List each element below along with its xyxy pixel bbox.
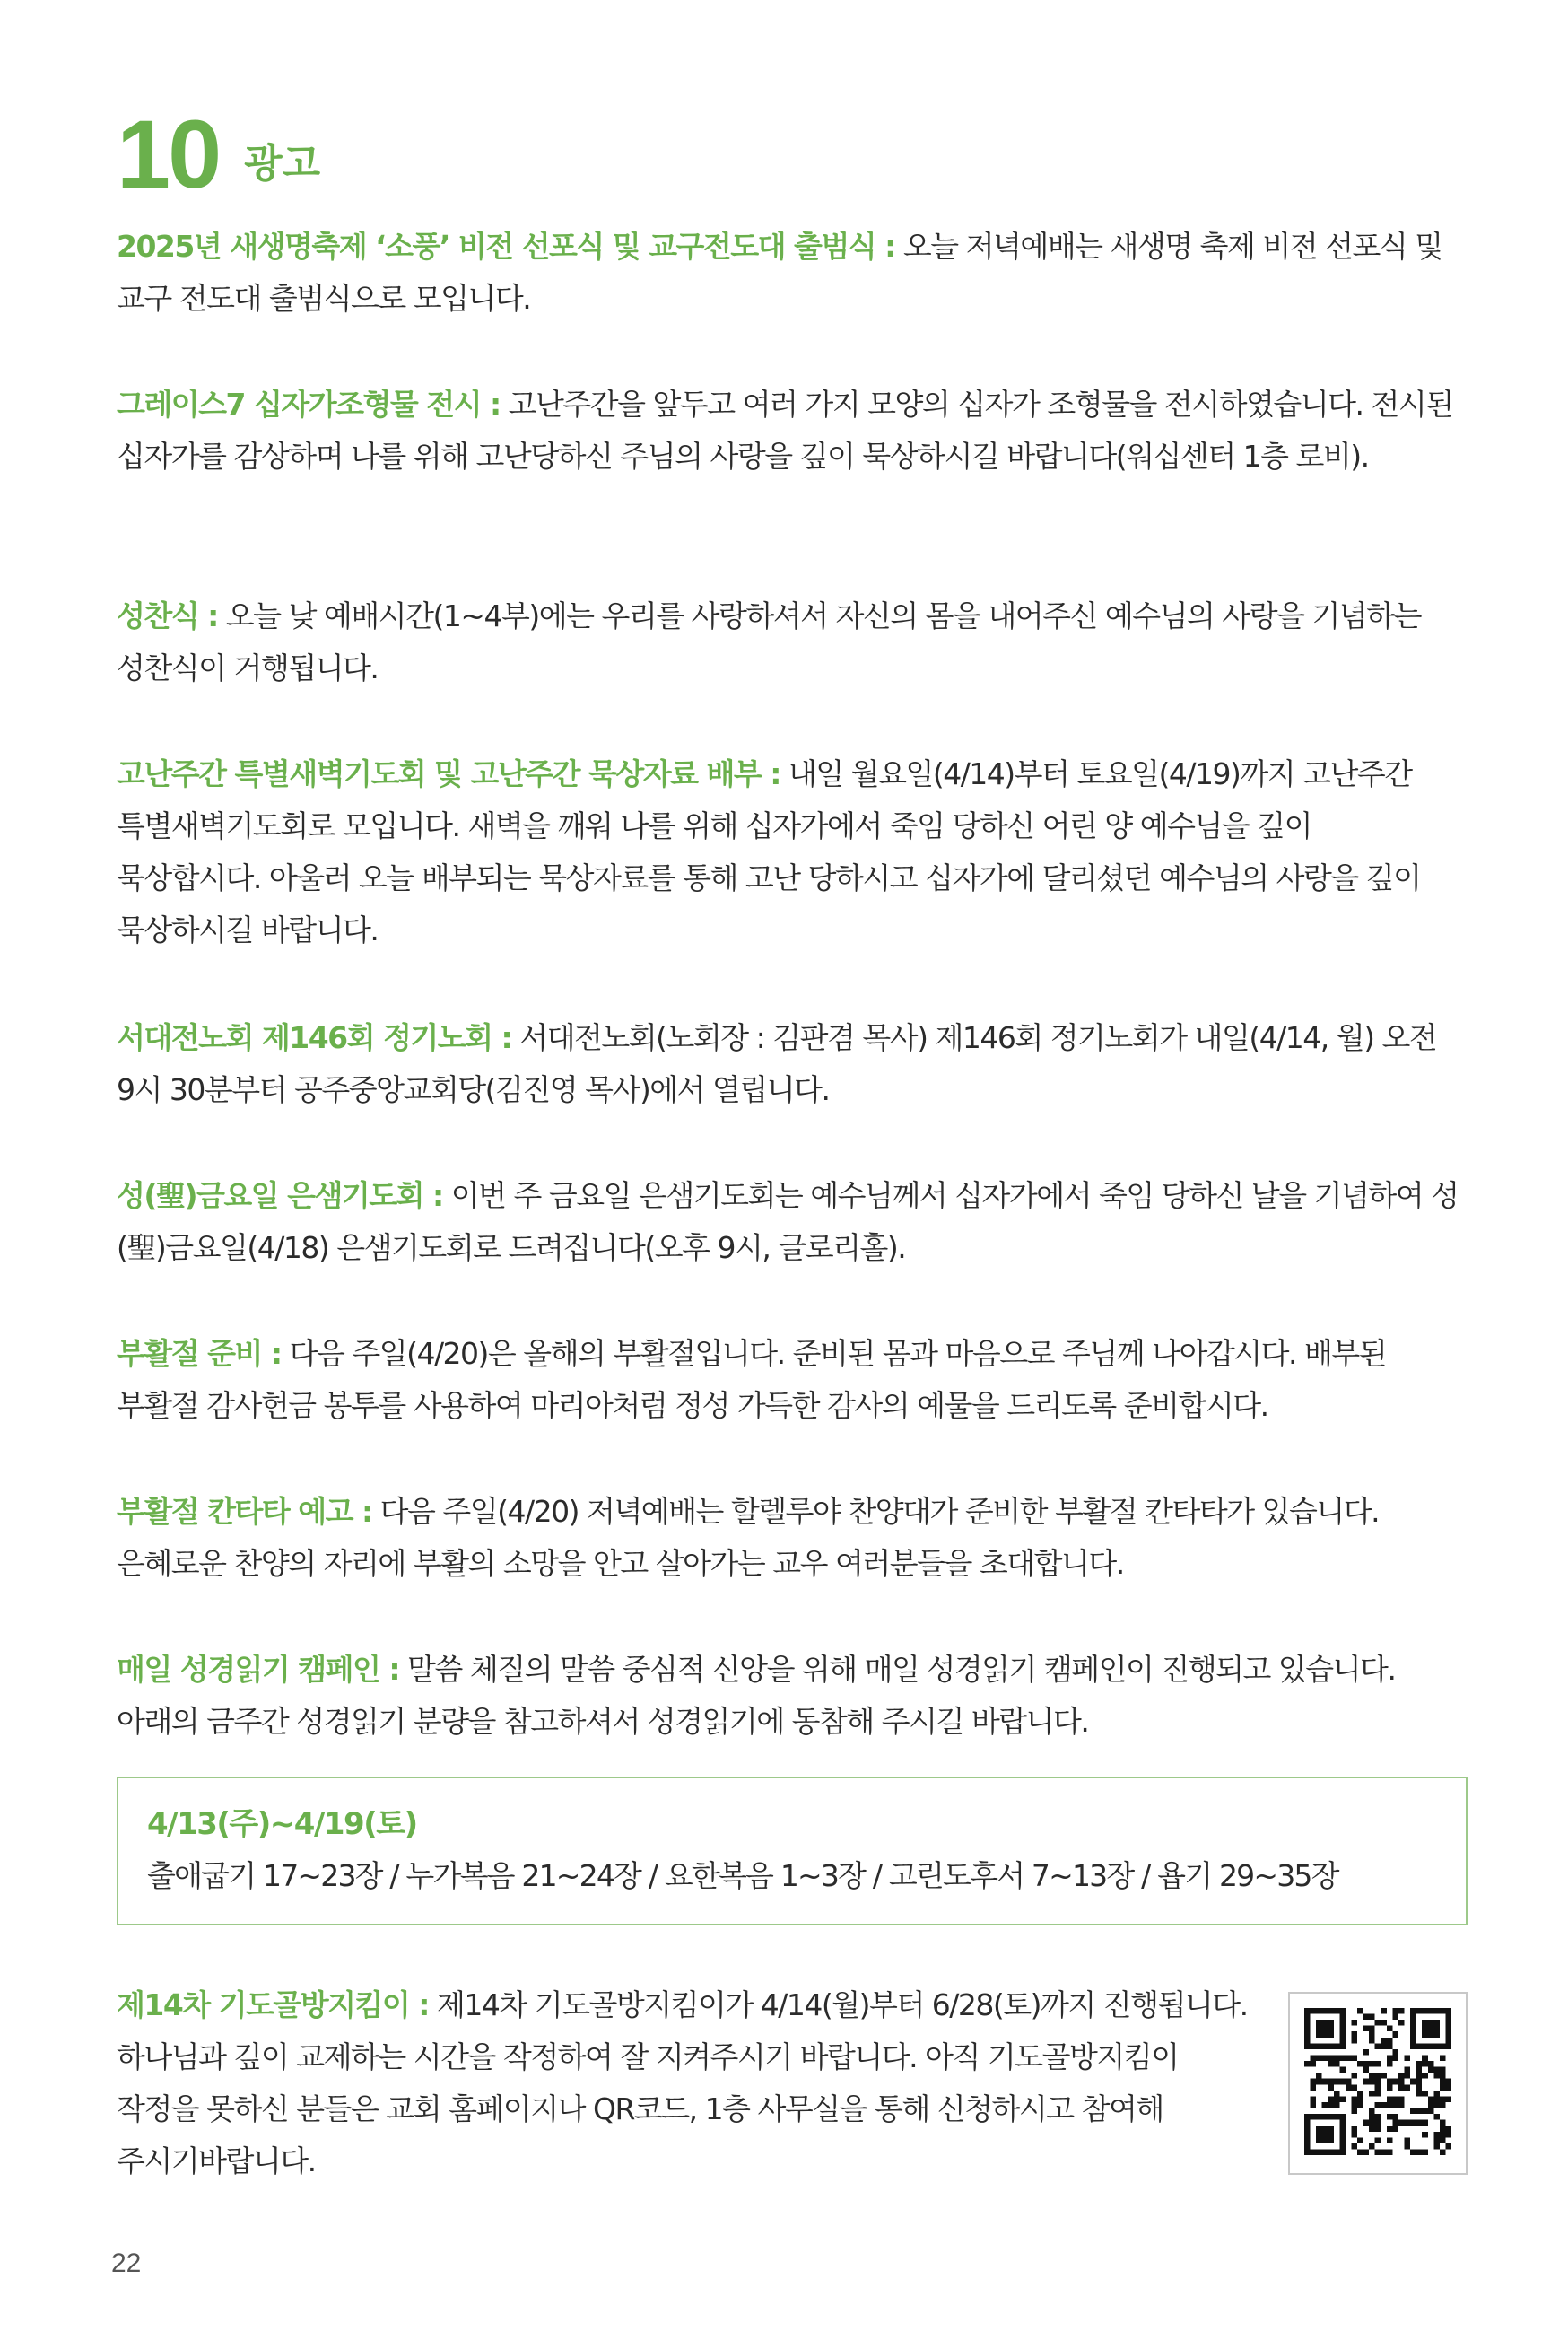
qr-code-graphic: [1304, 2008, 1451, 2155]
announcement-bible-reading: [117, 1644, 1462, 1748]
announcement-body: 오늘 저녁예배는 새생명 축제 비전 선포식 및 교구 전도대 출범식으로 모입니다.: [117, 229, 1442, 316]
announcement-heading: 서대전노회 제146회 정기노회 :: [117, 1020, 512, 1055]
announcement-body: 다음 주일(4/20)은 올해의 부활절입니다. 준비된 몸과 마음으로 주님께 나아갑시다. 배부된 부활절 감사헌금 봉투를 사용하여 마리아처럼 정성 가득한 감사의 예물을 드리도록 준비합시다.: [117, 1336, 1387, 1423]
announcement-body: 서대전노회(노회장 : 김판겸 목사) 제146회 정기노회가 내일(4/14, 월) 오전 9시 30분부터 공주중앙교회당(김진영 목사)에서 열립니다.: [117, 1020, 1437, 1107]
announcement-heading: 2025년 새생명축제 ‘소풍’ 비전 선포식 및 교구전도대 출범식 :: [117, 229, 895, 264]
announcement-cantata: [117, 1486, 1462, 1590]
announcement-presbytery: [117, 1012, 1462, 1116]
reading-schedule-box: [117, 1777, 1468, 1925]
announcement-passion-week-prayer: [117, 748, 1462, 956]
announcement-heading: 부활절 칸타타 예고 :: [117, 1494, 372, 1529]
announcement-body: 말씀 체질의 말씀 중심적 신앙을 위해 매일 성경읽기 캠페인이 진행되고 있습니다. 아래의 금주간 성경읽기 분량을 참고하셔서 성경읽기에 동참해 주시길 바랍니다.: [117, 1652, 1396, 1739]
announcement-cross-exhibit: [117, 379, 1462, 483]
announcement-heading: 그레이스7 십자가조형물 전시 :: [117, 387, 501, 422]
announcement-heading: 고난주간 특별새벽기도회 및 고난주간 묵상자료 배부 :: [117, 756, 780, 791]
announcement-heading: 매일 성경읽기 캠페인 :: [117, 1652, 400, 1687]
announcement-body: 다음 주일(4/20) 저녁예배는 할렐루야 찬양대가 준비한 부활절 칸타타가 있습니다. 은혜로운 찬양의 자리에 부활의 소망을 안고 살아가는 교우 여러분들을 초대합니다.: [117, 1494, 1380, 1581]
announcement-prayer-room: [117, 1979, 1256, 2187]
section-title: 광고: [244, 141, 321, 187]
reading-schedule-text: 출애굽기 17~23장 / 누가복음 21~24장 / 요한복음 1~3장 / 고린도후서 7~13장 / 욥기 29~35장: [147, 1858, 1338, 1893]
announcement-body: 오늘 낮 예배시간(1~4부)에는 우리를 사랑하셔서 자신의 몸을 내어주신 예수님의 사랑을 기념하는 성찬식이 거행됩니다.: [117, 598, 1421, 685]
announcement-body: 고난주간을 앞두고 여러 가지 모양의 십자가 조형물을 전시하였습니다. 전시된 십자가를 감상하며 나를 위해 고난당하신 주님의 사랑을 깊이 묵상하시길 바랍니다(워십센터 1층 로비).: [117, 387, 1453, 474]
announcement-good-friday: [117, 1170, 1462, 1274]
reading-schedule-title: 4/13(주)~4/19(토): [147, 1806, 417, 1842]
announcement-heading: 제14차 기도골방지킴이 :: [117, 1987, 429, 2022]
qr-code-icon[interactable]: [1288, 1992, 1468, 2175]
announcement-body: 제14차 기도골방지킴이가 4/14(월)부터 6/28(토)까지 진행됩니다. 하나님과 깊이 교제하는 시간을 작정하여 잘 지켜주시기 바랍니다. 아직 기도골방지킴이 작정을 못하신 분들은 교회 홈페이지나 QR코드, 1층 사무실을 통해 신청하시고 참여해 주시기바랍니다.: [117, 1987, 1248, 2178]
section-header: [117, 100, 321, 208]
announcement-body: 이번 주 금요일 은샘기도회는 예수님께서 십자가에서 죽임 당하신 날을 기념하여 성(聖)금요일(4/18) 은샘기도회로 드려집니다(오후 9시, 글로리홀).: [117, 1178, 1459, 1265]
announcement-communion: [117, 590, 1462, 694]
page-number: 22: [111, 2248, 142, 2278]
announcement-heading: 부활절 준비 :: [117, 1336, 282, 1371]
announcement-heading: 성(聖)금요일 은샘기도회 :: [117, 1178, 443, 1213]
announcement-heading: 성찬식 :: [117, 598, 218, 633]
announcement-body: 내일 월요일(4/14)부터 토요일(4/19)까지 고난주간 특별새벽기도회로 모입니다. 새벽을 깨워 나를 위해 십자가에서 죽임 당하신 어린 양 예수님을 깊이 묵상합시다. 아울러 오늘 배부되는 묵상자료를 통해 고난 당하시고 십자가에 달리셨던 예수님의 사랑을 깊이 묵상하시길 바랍니다.: [117, 756, 1421, 947]
announcement-new-life-festival: [117, 221, 1462, 325]
announcement-easter-prep: [117, 1328, 1462, 1432]
section-number: 10: [117, 100, 220, 208]
